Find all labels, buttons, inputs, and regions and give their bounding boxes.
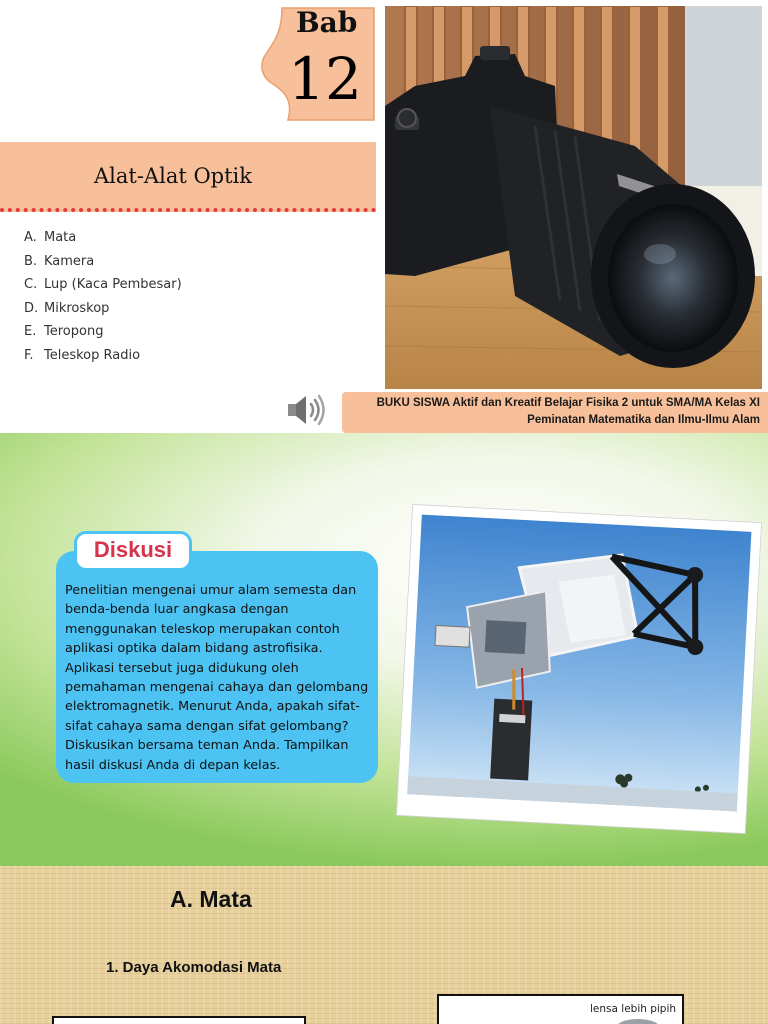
chapter-title: Alat-Alat Optik bbox=[94, 164, 252, 188]
table-of-contents bbox=[24, 226, 182, 368]
camera-photo bbox=[385, 6, 762, 389]
book-source-caption bbox=[342, 392, 768, 433]
toc-item[interactable]: C. Lup (Kaca Pembesar) bbox=[24, 277, 182, 293]
toc-item[interactable]: F. Teleskop Radio bbox=[24, 347, 141, 363]
discussion-text: Penelitian mengenai umur alam semesta dan benda-benda luar angkasa dengan menggunakan teleskop merupakan contoh aplikasi optika dalam bidang astrofisika. Aplikasi tersebut juga didukung oleh pemahaman mengenai cahaya dan gelombang elektromagnetik. Menurut Anda, apakah sifat- sifat cahaya sama dengan sifat gelombang? Diskusikan bersama teman Anda. Tampilkan hasil diskusi Anda di depan kelas. bbox=[65, 583, 369, 773]
toc-item-label: Kamera bbox=[44, 253, 95, 269]
speaker-icon[interactable] bbox=[284, 392, 328, 428]
eye-section-slide bbox=[0, 866, 768, 1024]
source-line-1: BUKU SISWA Aktif dan Kreatif Belajar Fisika 2 untuk SMA/MA Kelas XI bbox=[376, 397, 760, 409]
left-figure-frame bbox=[52, 1016, 306, 1024]
section-title: A. Mata bbox=[170, 886, 252, 912]
toc-item[interactable]: E. Teropong bbox=[24, 324, 104, 340]
telescope-photo bbox=[396, 504, 762, 834]
toc-item[interactable]: D. Mikroskop bbox=[24, 300, 110, 316]
chapter-number: 12 bbox=[288, 45, 362, 113]
discussion-slide bbox=[0, 433, 768, 866]
toc-item-label: Teleskop Radio bbox=[44, 347, 141, 363]
toc-item-label: Teropong bbox=[44, 324, 104, 340]
toc-item-label: Mikroskop bbox=[44, 300, 110, 316]
toc-item-label: Mata bbox=[44, 230, 77, 245]
chapter-word: Bab bbox=[296, 6, 358, 39]
toc-item[interactable]: B. Kamera bbox=[24, 253, 95, 269]
chapter-cover-slide bbox=[0, 0, 768, 433]
toc-item-label: Lup (Kaca Pembesar) bbox=[44, 277, 182, 293]
toc-item[interactable]: A. Mata bbox=[24, 230, 77, 245]
lens-label: lensa lebih pipih bbox=[590, 1003, 677, 1015]
discussion-label: Diskusi bbox=[93, 537, 173, 562]
source-line-2: Peminatan Matematika dan Ilmu-Ilmu Alam bbox=[527, 414, 760, 426]
subsection-title: 1. Daya Akomodasi Mata bbox=[106, 959, 282, 976]
